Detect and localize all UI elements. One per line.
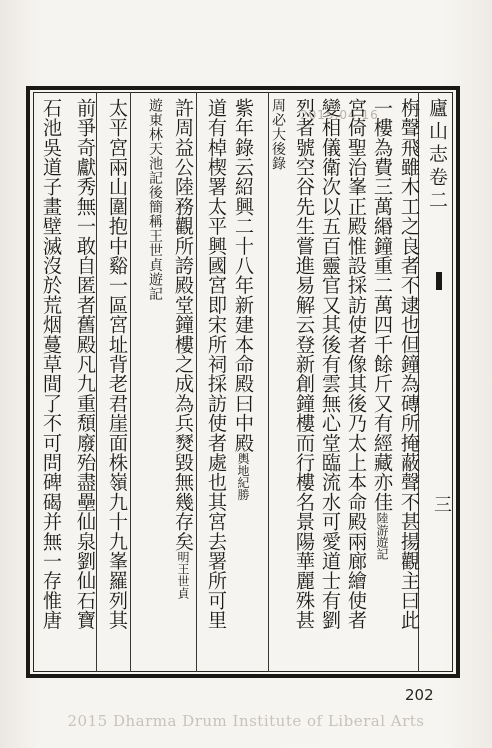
page-number: 202 — [405, 686, 434, 704]
volume-label: 卷二 — [426, 167, 448, 213]
text-column-2: 一樓為費三萬緡鐘重二萬四千餘斤又有經藏亦佳陸游遊記 — [371, 98, 394, 560]
column-rule — [196, 92, 197, 672]
text-column-11: 太平宮兩山圍抱中谿一區宮址背老君崖面株嶺九十九峯羅列其 — [106, 98, 129, 630]
text-column-9: 許周益公陸務觀所誇殿堂鐘樓之成為兵燹毀無幾存矣明王世貞 — [172, 98, 195, 600]
text-column-3: 宮倚聖治峯正殿惟設採訪使者像其後乃太上本命殿兩廊繪使者 — [345, 98, 368, 630]
inline-note: 輿地紀勝 — [236, 452, 250, 501]
leaf-number: 三 — [431, 495, 452, 516]
column-rule — [130, 92, 131, 672]
inline-note: 陸游遊記 — [375, 511, 389, 560]
text-column-13: 石池吳道子畫壁滅沒於荒烟蔓草間了不可問碑碣并無一存惟唐 — [40, 98, 63, 630]
text-column-10: 遊東林天池記後簡稱王世貞遊記 — [147, 98, 163, 301]
book-title-strip — [424, 98, 450, 658]
text-column-1: 栴聲飛雖木工之良者不逮也但鐘為磚所掩蔽聲不甚揚觀主曰此 — [398, 98, 421, 630]
scan-date-watermark: 2015.04.16 — [300, 108, 379, 122]
footer-watermark: 2015 Dharma Drum Institute of Liberal Arts — [67, 712, 425, 730]
inline-note: 明王世貞 — [176, 551, 190, 600]
text-column-12: 前爭奇獻秀無一敢自匿者舊殿凡九重頹廢殆盡壘仙泉劉仙石寶 — [74, 98, 97, 630]
text-column-6: 周必大後錄 — [270, 98, 286, 171]
fishtail-mark — [436, 272, 442, 290]
text-column-4: 變相儀衛次以五百靈官又其後有雲無心堂臨流水可愛道士有劉 — [319, 98, 342, 630]
text-column-5: 烈者號空谷先生嘗進易解云登新創鐘樓而行樓名景陽華麗殊甚 — [293, 98, 316, 630]
text-column-7: 紫年錄云紹興二十八年新建本命殿曰中殿輿地紀勝 — [232, 98, 255, 501]
text-column-8: 道有棹楔署太平興國宮即宋所祠採訪使者處也其宮去署所可里 — [205, 98, 228, 630]
book-title: 廬山志 — [426, 98, 448, 167]
